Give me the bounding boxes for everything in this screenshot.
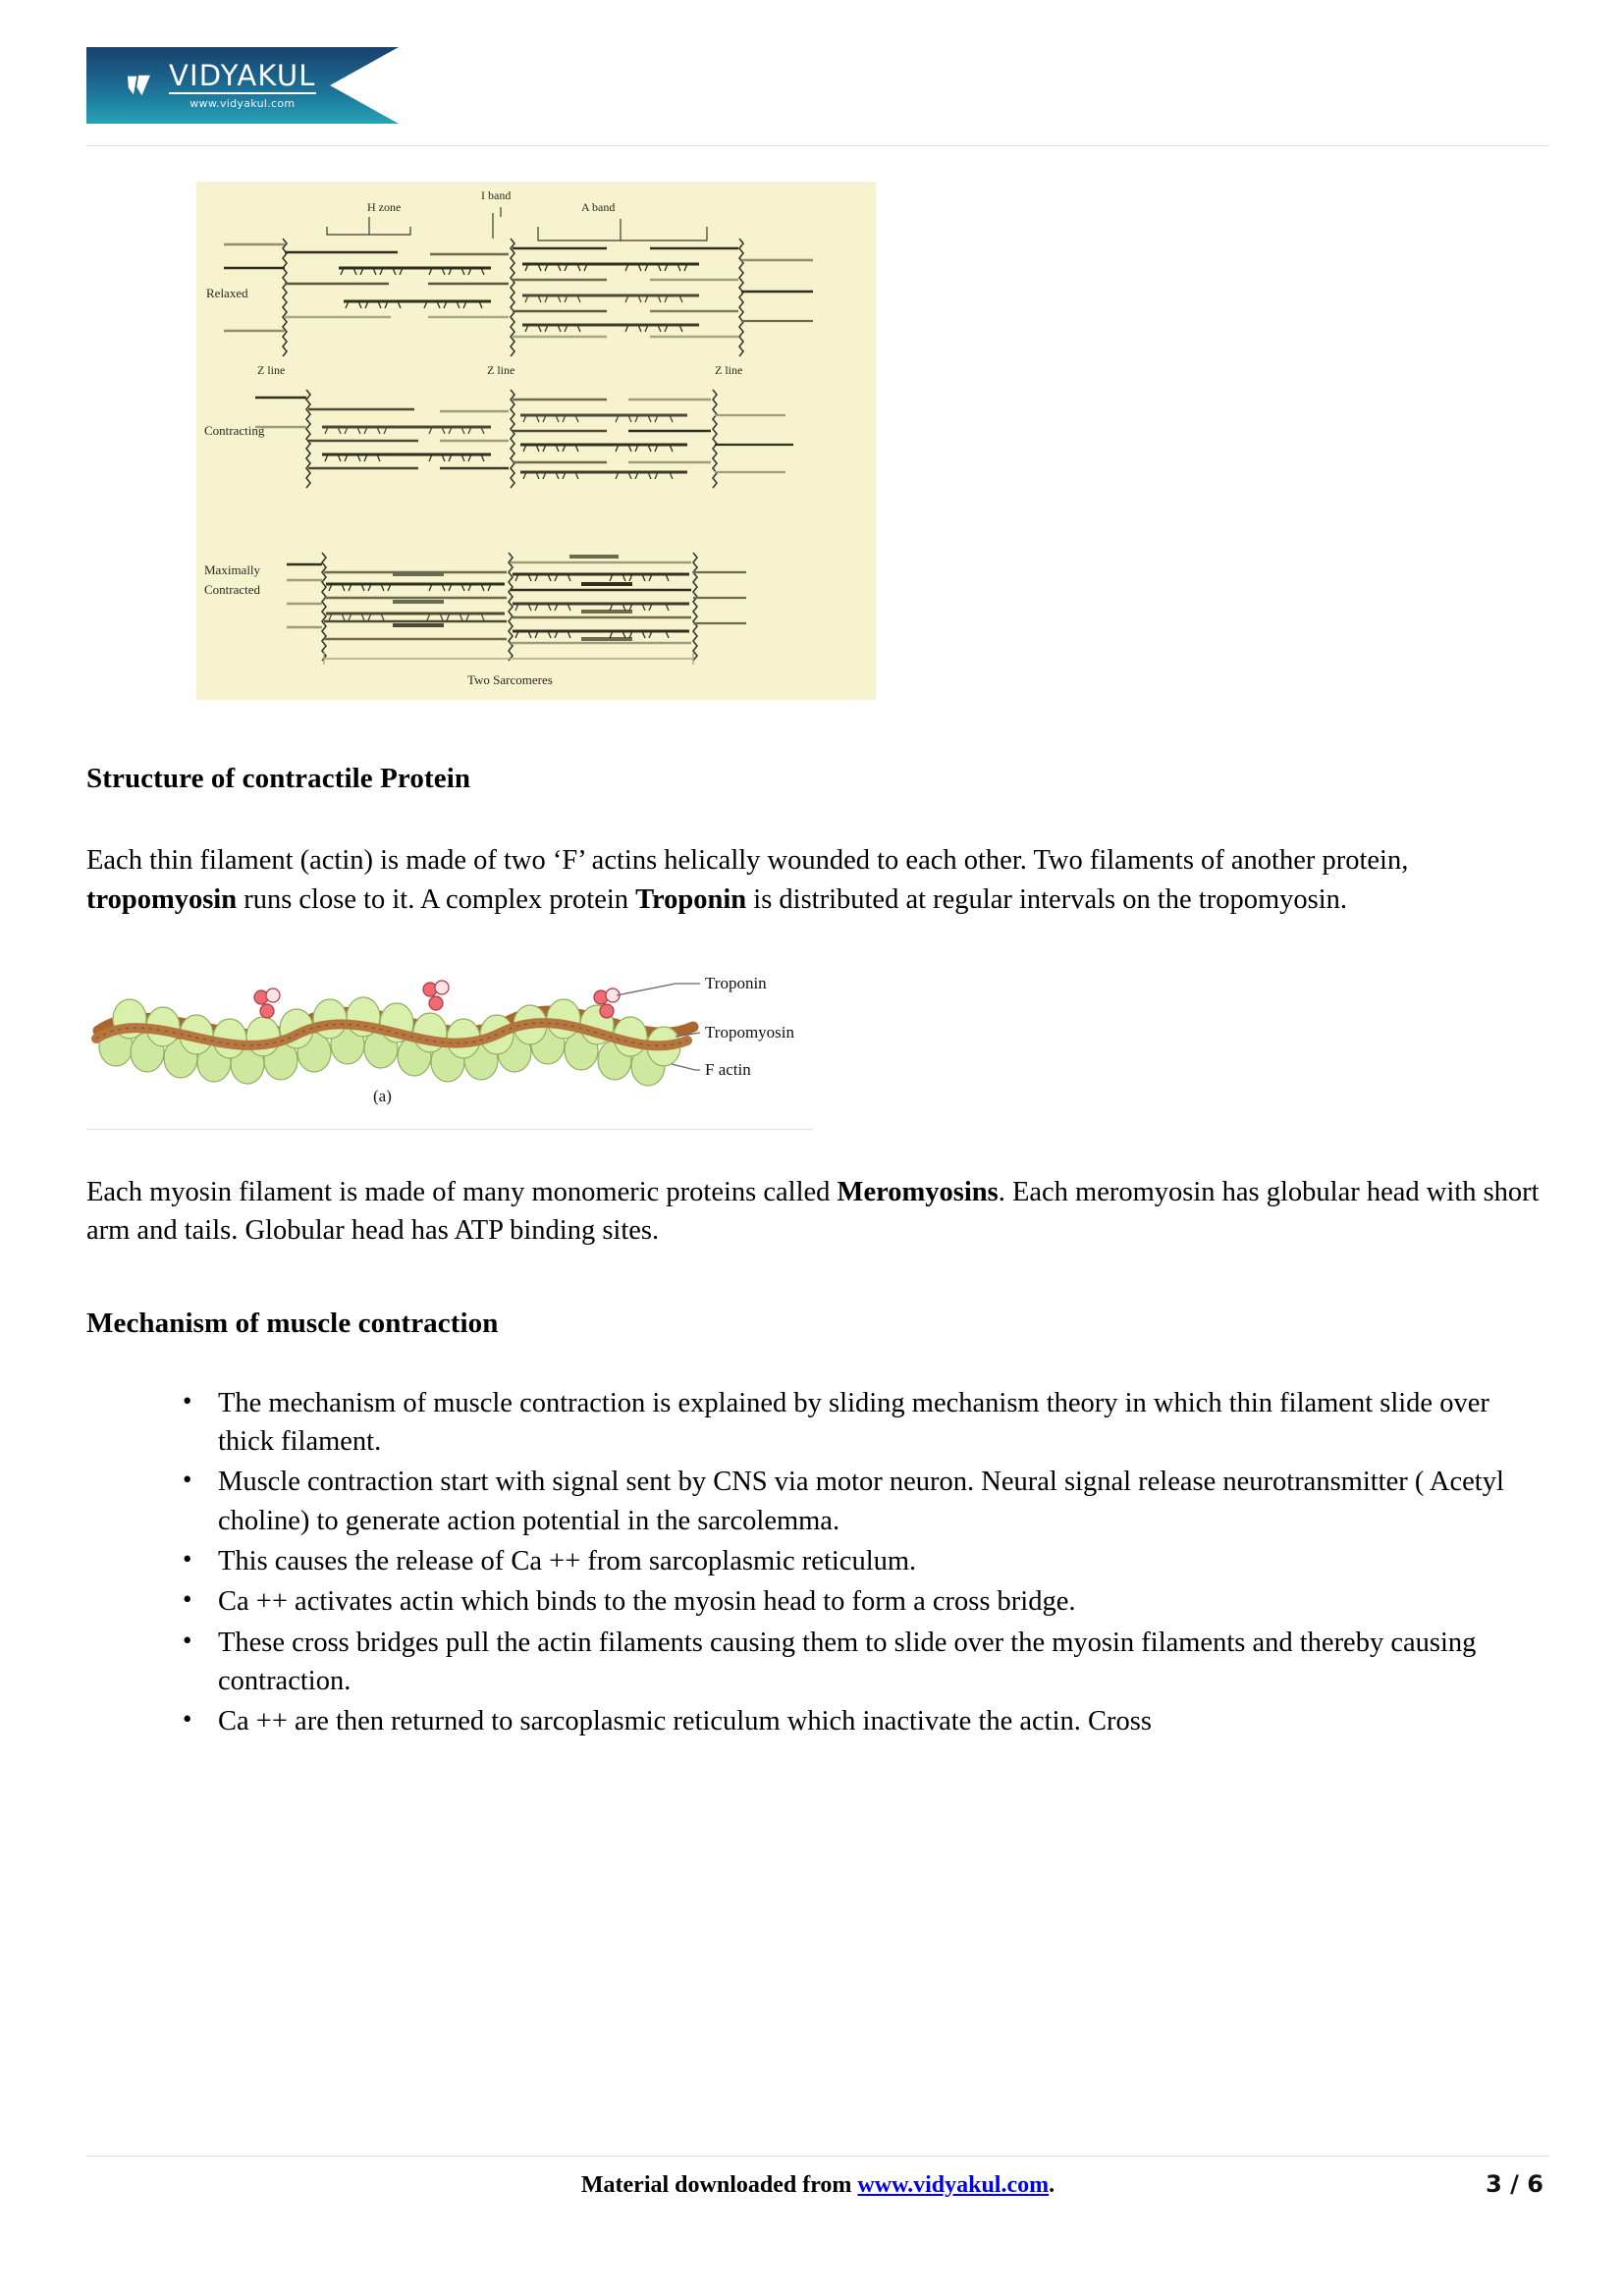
- paragraph-actin: [86, 841, 1549, 919]
- actin-label-f-actin: F actin: [705, 1059, 751, 1079]
- label-h-zone: H zone: [367, 200, 402, 214]
- para-actin-bold-troponin: Troponin: [635, 883, 747, 915]
- header-divider: [86, 145, 1549, 146]
- footer-text-before: Material downloaded from: [580, 2172, 858, 2198]
- footer-attribution: [86, 2172, 1549, 2199]
- list-item: • Muscle contraction start with signal sent by CNS via motor neuron. Neural signal release neurotransmitter ( Acetyl choline) to generate action potential in the sarcolemma.: [177, 1463, 1549, 1540]
- para-actin-part3: is distributed at regular intervals on the tropomyosin.: [746, 883, 1348, 915]
- actin-label-troponin: Troponin: [705, 973, 767, 992]
- logo-website-url: www.vidyakul.com: [189, 97, 296, 110]
- footer-text-after: .: [1049, 2172, 1055, 2198]
- actin-filament-diagram: [86, 962, 813, 1111]
- label-a-band: A band: [581, 200, 616, 214]
- footer-vidyakul-link[interactable]: www.vidyakul.com: [857, 2172, 1050, 2198]
- list-item: • Ca ++ activates actin which binds to the myosin head to form a cross bridge.: [177, 1582, 1549, 1621]
- logo-text-block: [169, 59, 316, 110]
- page-content: [86, 182, 1549, 1743]
- label-i-band: I band: [481, 188, 512, 202]
- spacer-after-heading-2: [86, 1341, 1549, 1384]
- paragraph-myosin: [86, 1173, 1549, 1251]
- heading-mechanism-muscle-contraction: Mechanism of muscle contraction: [86, 1307, 499, 1339]
- actin-label-tropomyosin: Tropomyosin: [705, 1022, 795, 1041]
- spacer-after-actin-figure: [86, 1130, 1549, 1173]
- label-z-line-2: Z line: [487, 363, 515, 377]
- page-number-indicator: 3 / 6: [1486, 2170, 1543, 2198]
- para-actin-part1: Each thin filament (actin) is made of two ‘F’ actins helically wounded to each other. Two filaments of another protein,: [86, 845, 1409, 877]
- sarcomere-diagram: [196, 182, 876, 700]
- label-maximally-line1: Maximally: [204, 562, 261, 577]
- checkmark-logo-icon: [128, 73, 161, 98]
- mechanism-bullet-list: [86, 1384, 1549, 1741]
- logo-brand-name: VIDYAKUL: [169, 59, 316, 92]
- label-z-line-3: Z line: [715, 363, 743, 377]
- label-z-line-1: Z line: [257, 363, 286, 377]
- footer-divider: [86, 2156, 1549, 2157]
- actin-sublabel: (a): [373, 1086, 392, 1105]
- list-item: • This causes the release of Ca ++ from sarcoplasmic reticulum.: [177, 1542, 1549, 1580]
- para-actin-part2: runs close to it. A complex protein: [237, 883, 636, 915]
- spacer-after-heading-1: [86, 796, 1549, 841]
- page-header: [0, 0, 1623, 147]
- para-myosin-part1: Each myosin filament is made of many monomeric proteins called: [86, 1176, 838, 1207]
- spacer-before-heading-2: [86, 1251, 1549, 1306]
- label-contracting: Contracting: [204, 423, 265, 438]
- vidyakul-logo[interactable]: [86, 47, 399, 124]
- actin-filament-figure: [86, 962, 813, 1130]
- para-actin-bold-tropomyosin: tropomyosin: [86, 883, 238, 915]
- spacer-before-heading-1: [86, 700, 1549, 761]
- logo-content: [86, 47, 399, 124]
- list-item: • These cross bridges pull the actin filaments causing them to slide over the myosin filaments and thereby causing contraction.: [177, 1624, 1549, 1701]
- label-relaxed: Relaxed: [206, 286, 248, 300]
- page-footer: [86, 2164, 1549, 2223]
- para-myosin-part2: . Each meromyosin has globular head with short arm and tails. Globular head has ATP binding sites.: [86, 1176, 1540, 1247]
- list-item: • Ca ++ are then returned to sarcoplasmic reticulum which inactivate the actin. Cross: [177, 1702, 1549, 1740]
- heading-structure-contractile-protein: Structure of contractile Protein: [86, 763, 471, 794]
- sarcomere-caption: Two Sarcomeres: [467, 672, 553, 687]
- para-myosin-bold-meromyosins: Meromyosins: [837, 1176, 999, 1207]
- list-item: • The mechanism of muscle contraction is explained by sliding mechanism theory in which thin filament slide over thick filament.: [177, 1384, 1549, 1462]
- sarcomere-figure: [196, 182, 876, 700]
- label-maximally-line2: Contracted: [204, 582, 261, 597]
- spacer-before-actin-figure: [86, 919, 1549, 962]
